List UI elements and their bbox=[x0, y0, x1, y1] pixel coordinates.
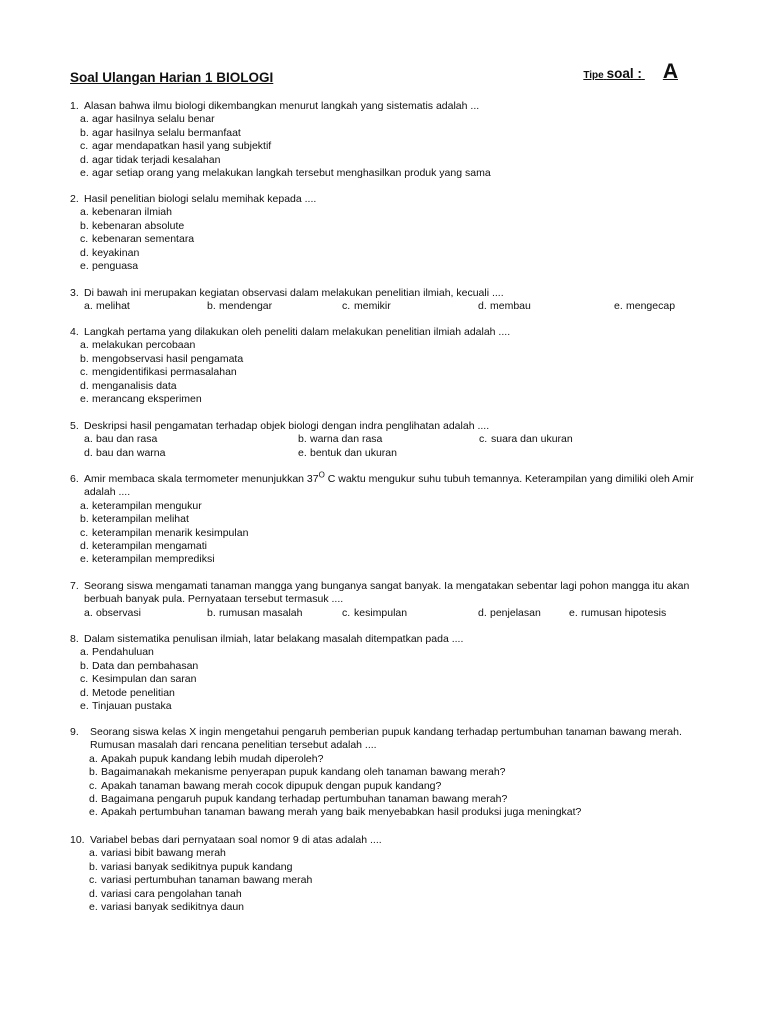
option-9c: c. Apakah tanaman bawang merah cocok dipupuk dengan pupuk kandang? bbox=[89, 779, 442, 792]
exam-title: Soal Ulangan Harian 1 BIOLOGI bbox=[70, 70, 274, 85]
option-8b: b. Data dan pembahasan bbox=[80, 659, 199, 672]
option-4d: d. menganalisis data bbox=[80, 379, 177, 392]
option-3b: b. mendengar bbox=[207, 300, 273, 313]
option-1a: a. agar hasilnya selalu benar bbox=[80, 113, 215, 126]
question-stem: 9. Seorang siswa kelas X ingin mengetahui pengaruh pemberian pupuk kandang terhadap pertumbuhan tanaman bawang merah. Rumusan masalah dari rencana penelitian tersebut adalah .... bbox=[70, 726, 682, 752]
question-stem: 8. Dalam sistematika penulisan ilmiah, latar belakang masalah ditempatkan pada .... bbox=[70, 633, 464, 645]
option-5c: c. suara dan ukuran bbox=[479, 433, 573, 446]
option-7b: b. rumusan masalah bbox=[207, 606, 303, 619]
option-9d: d. Bagaimana pengaruh pupuk kandang terhadap pertumbuhan tanaman bawang merah? bbox=[89, 793, 508, 806]
option-4b: b. mengobservasi hasil pengamata bbox=[80, 352, 244, 365]
option-10d: d. variasi cara pengolahan tanah bbox=[89, 887, 242, 900]
option-10a: a. variasi bibit bawang merah bbox=[89, 847, 226, 860]
question-stem: 10. Variabel bebas dari pernyataan soal nomor 9 di atas adalah .... bbox=[70, 834, 382, 846]
option-6a: a. keterampilan mengukur bbox=[80, 499, 202, 512]
option-9e: e. Apakah pertumbuhan tanaman bawang merah yang baik menyebabkan hasil produksi juga meningkat? bbox=[89, 806, 582, 819]
option-3e: e. mengecap bbox=[614, 300, 676, 313]
option-5d: d. bau dan warna bbox=[84, 446, 166, 459]
option-10b: b. variasi banyak sedikitnya pupuk kandang bbox=[89, 860, 293, 873]
question-2 bbox=[70, 193, 700, 273]
option-8d: d. Metode penelitian bbox=[80, 686, 175, 699]
option-7a: a. observasi bbox=[84, 606, 141, 619]
question-stem: 7. Seorang siswa mengamati tanaman mangga yang bunganya sangat banyak. Ia mengatakan sebentar lagi pohon mangga itu akan berbuah banyak pula. Pernyataan tersebut termasuk .... bbox=[70, 580, 690, 606]
degree-symbol: O bbox=[318, 470, 325, 480]
exam-type-label: Tipe bbox=[583, 70, 604, 81]
option-3a: a. melihat bbox=[84, 300, 130, 313]
option-2e: e. penguasa bbox=[80, 260, 139, 273]
option-7d: d. penjelasan bbox=[478, 606, 541, 619]
option-1b: b. agar hasilnya selalu bermanfaat bbox=[80, 126, 241, 139]
option-5e: e. bentuk dan ukuran bbox=[298, 446, 397, 459]
option-10c: c. variasi pertumbuhan tanaman bawang merah bbox=[89, 874, 313, 887]
option-9a: a. Apakah pupuk kandang lebih mudah diperoleh? bbox=[89, 752, 324, 765]
option-1e: e. agar setiap orang yang melakukan langkah tersebut menghasilkan produk yang sama bbox=[80, 167, 491, 180]
option-2d: d. keyakinan bbox=[80, 246, 140, 259]
question-10 bbox=[70, 834, 700, 914]
option-6b: b. keterampilan melihat bbox=[80, 513, 189, 526]
option-2b: b. kebenaran absolute bbox=[80, 219, 185, 232]
option-8e: e. Tinjauan pustaka bbox=[80, 700, 172, 713]
option-8c: c. Kesimpulan dan saran bbox=[80, 673, 197, 686]
question-3 bbox=[70, 287, 700, 314]
question-9 bbox=[70, 726, 700, 820]
option-5a: a. bau dan rasa bbox=[84, 433, 158, 446]
option-1d: d. agar tidak terjadi kesalahan bbox=[80, 153, 221, 166]
option-4e: e. merancang eksperimen bbox=[80, 393, 202, 406]
question-8 bbox=[70, 633, 700, 713]
question-5 bbox=[70, 420, 700, 460]
question-stem: 6. Amir membaca skala termometer menunjukkan $37^O$ C waktu mengukur suhu tubuh temannya. Keterampilan yang dimiliki oleh Amir adalah .... bbox=[70, 470, 694, 499]
option-7e: e. rumusan hipotesis bbox=[569, 606, 667, 619]
exam-type-soal: soal : bbox=[606, 66, 642, 81]
option-6e: e. keterampilan memprediksi bbox=[80, 553, 215, 566]
option-4a: a. melakukan percobaan bbox=[80, 339, 196, 352]
option-1c: c. agar mendapatkan hasil yang subjektif bbox=[80, 140, 272, 153]
option-7c: c. kesimpulan bbox=[342, 606, 408, 619]
question-7 bbox=[70, 580, 700, 620]
option-6c: c. keterampilan menarik kesimpulan bbox=[80, 526, 249, 539]
option-5b: b. warna dan rasa bbox=[298, 433, 383, 446]
option-3c: c. memikir bbox=[342, 300, 391, 313]
option-3d: d. membau bbox=[478, 300, 531, 313]
option-2c: c. kebenaran sementara bbox=[80, 233, 195, 246]
option-2a: a. kebenaran ilmiah bbox=[80, 206, 172, 219]
question-4 bbox=[70, 326, 700, 406]
exam-type-value: A bbox=[662, 60, 678, 83]
option-9b: b. Bagaimanakah mekanisme penyerapan pupuk kandang oleh tanaman bawang merah? bbox=[89, 766, 506, 779]
question-stem: 1. Alasan bahwa ilmu biologi dikembangkan menurut langkah yang sistematis adalah ... bbox=[70, 100, 480, 112]
option-6d: d. keterampilan mengamati bbox=[80, 540, 207, 553]
option-10e: e. variasi banyak sedikitnya daun bbox=[89, 901, 245, 914]
question-6 bbox=[70, 470, 700, 567]
question-stem: 5. Deskripsi hasil pengamatan terhadap objek biologi dengan indra penglihatan adalah .... bbox=[70, 420, 490, 432]
option-4c: c. mengidentifikasi permasalahan bbox=[80, 366, 237, 379]
question-stem: 4. Langkah pertama yang dilakukan oleh peneliti dalam melakukan penelitian ilmiah adalah .... bbox=[70, 326, 511, 338]
option-8a: a. Pendahuluan bbox=[80, 646, 154, 659]
question-stem: 3. Di bawah ini merupakan kegiatan observasi dalam melakukan penelitian ilmiah, kecuali .... bbox=[70, 287, 504, 299]
exam-type bbox=[583, 60, 678, 83]
question-1 bbox=[70, 100, 700, 180]
question-stem: 2. Hasil penelitian biologi selalu memihak kepada .... bbox=[70, 193, 317, 205]
exam-header bbox=[70, 60, 678, 91]
